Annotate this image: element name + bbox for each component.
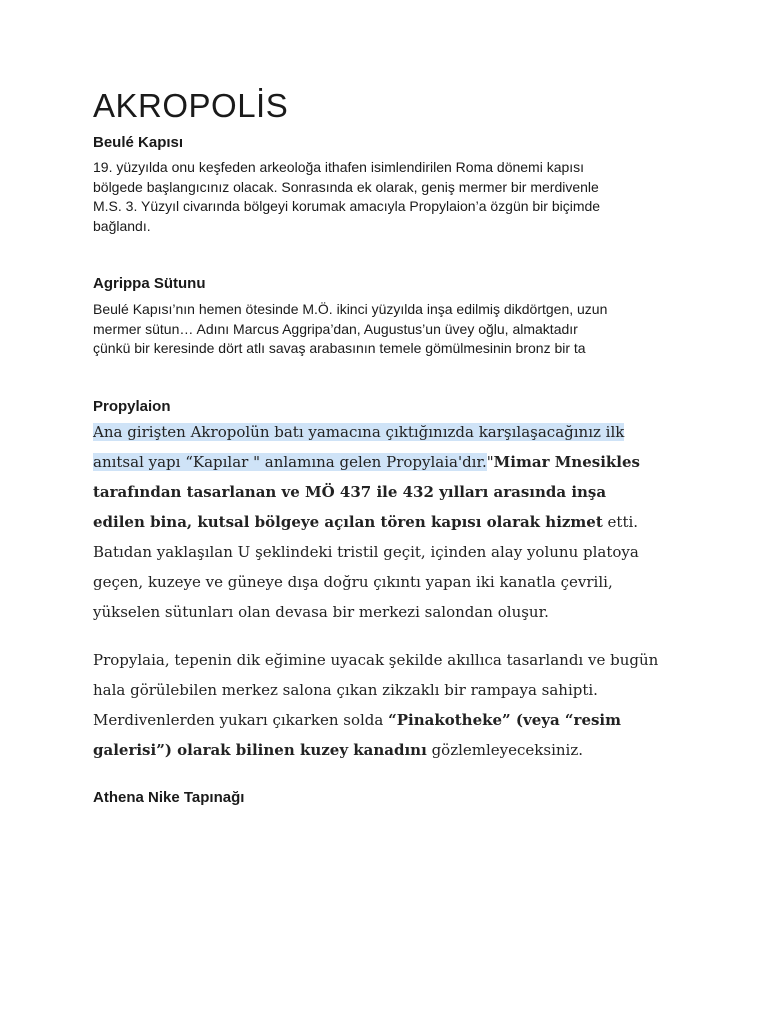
paragraph-agrippa-sutunu xyxy=(93,300,668,359)
text-fragment: Merdivenlerden yukarı çıkarken solda xyxy=(93,711,389,729)
text-fragment: etti. xyxy=(602,513,639,531)
heading-athena-nike-tapinagi: Athena Nike Tapınağı xyxy=(93,789,245,806)
text-line xyxy=(93,735,673,765)
text-line: hala görülebilen merkez salona çıkan zikzaklı bir rampaya sahipti. xyxy=(93,681,598,699)
document-title: AKROPOLİS xyxy=(93,87,289,124)
text-line: 19. yüzyılda onu keşfeden arkeoloğa ithafen isimlendirilen Roma dönemi kapısı xyxy=(93,159,585,175)
heading-agrippa-sutunu: Agrippa Sütunu xyxy=(93,275,206,292)
text-line xyxy=(93,705,673,735)
heading-beule-kapisi: Beulé Kapısı xyxy=(93,134,184,151)
text-line: Beulé Kapısı’nın hemen ötesinde M.Ö. ikinci yüzyılda inşa edilmiş dikdörtgen, uzun xyxy=(93,301,608,317)
bold-text: edilen bina, kutsal bölgeye açılan tören kapısı olarak hizmet xyxy=(93,513,603,531)
text-line: Batıdan yaklaşılan U şeklindeki tristil geçit, içinden alay yolunu platoya xyxy=(93,543,639,561)
text-line: yükselen sütunları olan devasa bir merkezi salondan oluşur. xyxy=(93,603,549,621)
text-line xyxy=(93,507,673,537)
text-fragment: " xyxy=(486,453,494,471)
paragraph-propylaion-2 xyxy=(93,645,673,765)
bold-text: “Pinakotheke” (veya “resim xyxy=(388,711,622,729)
text-line: bağlandı. xyxy=(93,217,151,234)
bold-text: tarafından tasarlanan ve MÖ 437 ile 432 yılları arasında inşa xyxy=(93,483,607,501)
heading-propylaion: Propylaion xyxy=(93,398,171,415)
bold-text: galerisi”) olarak bilinen kuzey kanadını xyxy=(93,741,427,759)
text-line: mermer sütun… Adını Marcus Aggripa’dan, Augustus’un üvey oğlu, almaktadır xyxy=(93,320,578,337)
text-line: M.S. 3. Yüzyıl civarında bölgeyi korumak amacıyla Propylaion’a özgün bir biçimde xyxy=(93,198,601,214)
highlighted-text: anıtsal yapı “Kapılar " anlamına gelen Propylaia'dır. xyxy=(93,453,487,471)
text-line: çünkü bir keresinde dört atlı savaş arabasının temele gömülmesinin bronz bir ta xyxy=(93,340,586,356)
text-line: Propylaia, tepenin dik eğimine uyacak şekilde akıllıca tasarlandı ve bugün xyxy=(93,651,659,669)
text-fragment: gözlemleyeceksiniz. xyxy=(426,741,584,759)
text-line xyxy=(93,417,673,447)
paragraph-propylaion-1 xyxy=(93,417,673,627)
text-line: geçen, kuzeye ve güneye dışa doğru çıkıntı yapan iki kanatla çevrili, xyxy=(93,573,613,591)
text-line xyxy=(93,447,673,477)
paragraph-beule-kapisi xyxy=(93,158,668,236)
text-line: bölgede başlangıcınız olacak. Sonrasında ek olarak, geniş mermer bir merdivenle xyxy=(93,178,599,195)
highlighted-text: Ana girişten Akropolün batı yamacına çıktığınızda karşılaşacağınız ilk xyxy=(93,423,625,441)
bold-text: Mimar Mnesikles xyxy=(493,453,640,471)
